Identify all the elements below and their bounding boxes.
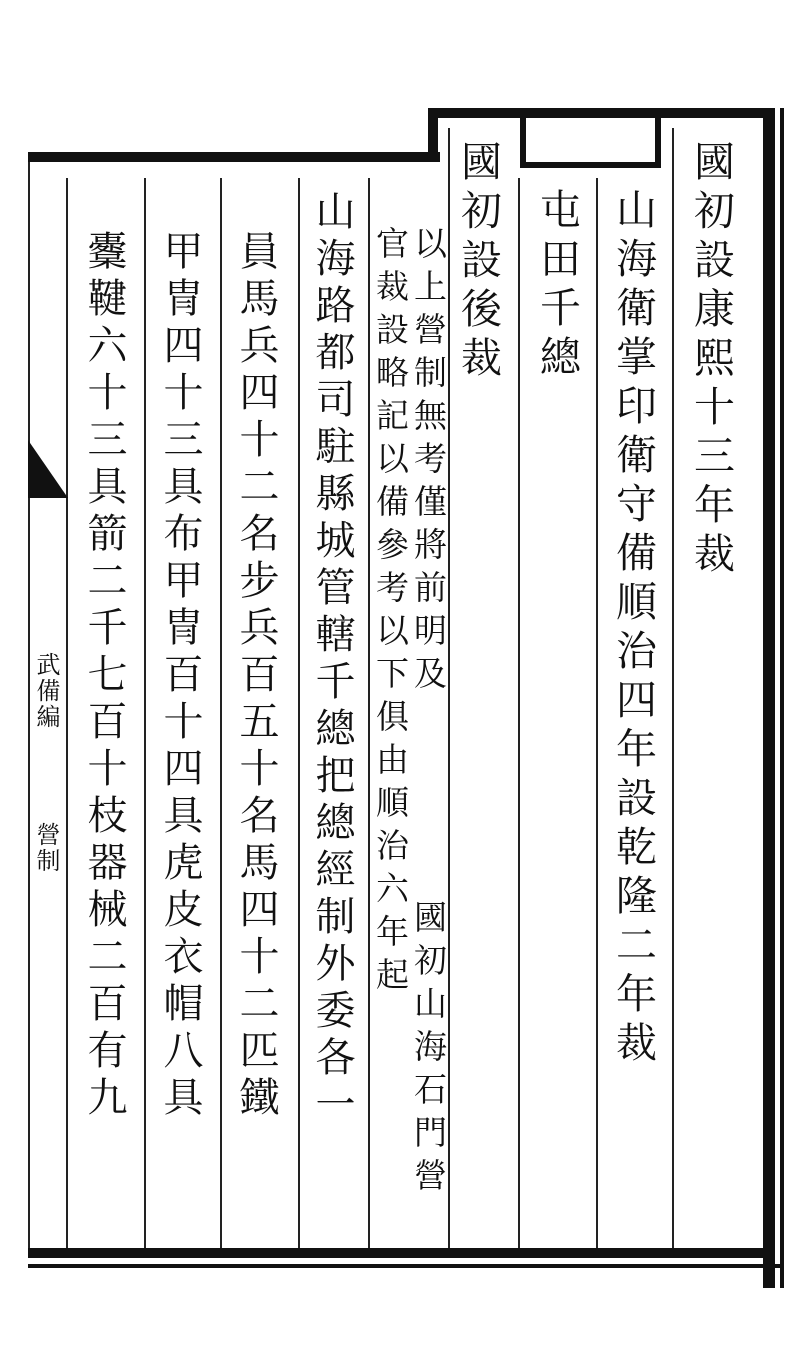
column-rule <box>596 178 598 1248</box>
margin-section: 營制 <box>32 822 60 874</box>
column-rule <box>144 178 146 1248</box>
text-column-10: 櫜鞬六十三具箭二千七百十枝器械二百有九 <box>81 230 127 1123</box>
left-edge <box>28 162 30 1248</box>
column-rule <box>672 128 674 1248</box>
text-column-5b: 國初山海石門營 <box>409 900 448 1201</box>
margin-category: 武備編 <box>32 652 60 730</box>
text-column-1: 國初設康熙十三年裁 <box>687 140 735 581</box>
column-rule <box>220 178 222 1248</box>
frame-step-mid-c <box>655 118 661 168</box>
frame-bottom-outer <box>780 108 784 1288</box>
column-rule <box>66 178 68 1248</box>
column-rule <box>518 178 520 1248</box>
text-column-9: 甲冑四十三具布甲冑百十四具虎皮衣帽八具 <box>157 230 203 1123</box>
text-column-7: 山海路都司駐縣城管轄千總把總經制外委各一 <box>309 190 355 1130</box>
column-rule <box>448 128 450 1248</box>
text-column-3: 屯田千總 <box>533 188 581 384</box>
column-rule <box>298 178 300 1248</box>
column-rule <box>368 178 370 1248</box>
frame-step-mid-a <box>520 118 526 168</box>
frame-bottom-inner <box>28 1264 784 1268</box>
fold-marker <box>28 440 68 498</box>
frame-step-mid-b <box>520 162 660 168</box>
text-column-5a: 以上營制無考僅將前明及 <box>409 226 448 699</box>
text-column-2: 山海衛掌印衛守備順治四年設乾隆二年裁 <box>609 188 657 1070</box>
text-column-8: 員馬兵四十二名步兵百五十名馬四十二匹鐵 <box>233 230 279 1123</box>
text-column-6: 官裁設略記以備參考以下俱由順治六年起 <box>371 226 410 1000</box>
frame-top-left <box>28 152 440 162</box>
frame-right <box>763 108 775 1288</box>
frame-bottom <box>28 1248 775 1258</box>
text-column-4: 國初設後裁 <box>454 140 502 385</box>
frame-top-right <box>428 108 773 118</box>
